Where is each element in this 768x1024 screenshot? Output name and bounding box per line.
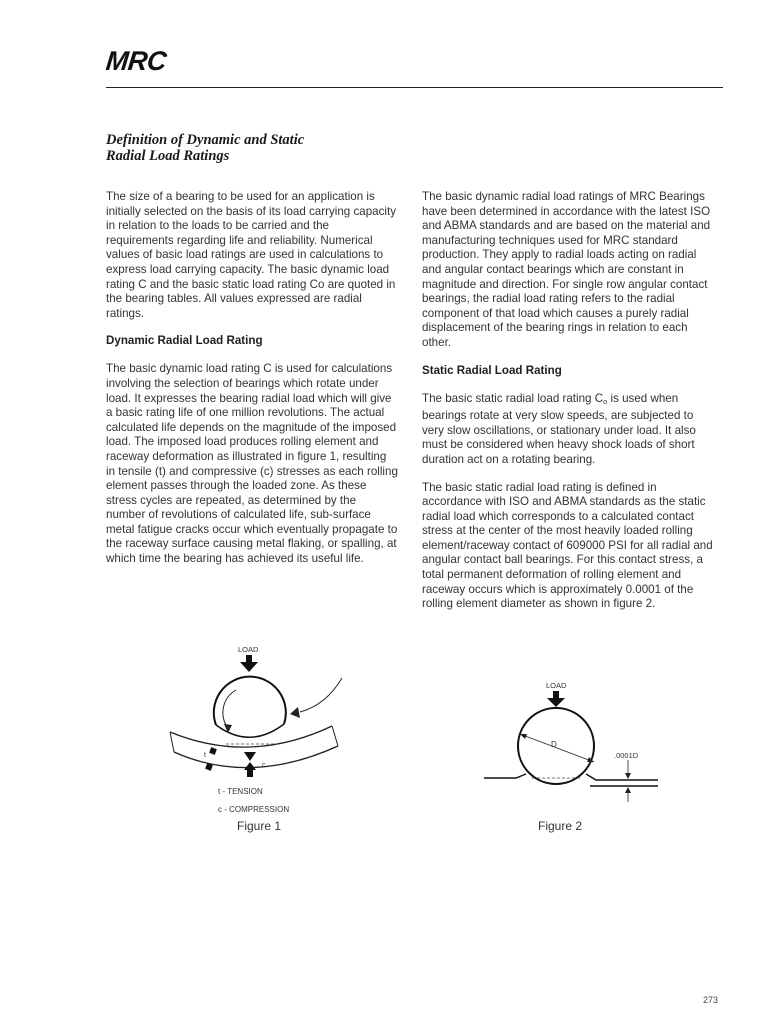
static-rating-text-a: The basic static radial load rating C: [422, 391, 604, 405]
figure-2-caption: Figure 2: [538, 819, 583, 833]
fig2-deformation-label: .0001D: [614, 751, 639, 760]
section-title-line1: Definition of Dynamic and Static: [106, 132, 305, 148]
static-rating-paragraph: [422, 392, 714, 468]
dynamic-rating-paragraph: The basic dynamic load rating C is used for calculations involving the selection of bearings which rotate under load. It expresses the bearing radial load which will give a basic rating life of one million revolutions. The actual calculated life depends on the magnitude of the imposed load. The imposed load produces rolling element and raceway deformation as illustrated in figure 1, resulting in tensile (t) and compressive (c) stresses as each rolling element passes through the loaded zone. As these stress cycles are repeated, as determined by the number of revolutions of calculated life, sub-surface metal fatigue cracks occur which eventually propagate to the raceway surface causing metal flaking, or spalling, at which time the bearing has achieved its useful life.: [106, 362, 398, 566]
mrc-logo: MRC: [104, 46, 168, 76]
fig1-tension-marker-1: [209, 747, 217, 755]
fig1-raceway-end-left: [170, 732, 174, 752]
section-title-line2: Radial Load Ratings: [106, 148, 230, 164]
fig1-compression-arrow-shaft: [247, 769, 253, 777]
subscript-o: o: [603, 396, 608, 406]
fig2-load-arrow-head: [547, 698, 565, 707]
static-definition-paragraph: The basic static radial load rating is defined in accordance with ISO and ABMA standards as the static radial load which corresponds to a calculated contact stress at the center of the most heavily loaded rolling element/raceway contact of 609000 PSI for all radial and angular contact ball bearings. For this contact stress, a total permanent deformation of rolling element and raceway occurs which is approximately 0.0001 of the rolling element diameter as shown in figure 2.: [422, 480, 713, 611]
fig1-c-label: c: [262, 762, 266, 769]
fig1-raceway-end-right: [332, 726, 338, 746]
fig1-external-arc: [300, 678, 342, 712]
fig1-load-label: LOAD: [238, 645, 259, 654]
fig1-legend-compression: c - COMPRESSION: [218, 805, 290, 814]
fig2-load-label: LOAD: [546, 681, 567, 690]
fig1-external-arrow-head: [290, 707, 300, 718]
fig1-load-arrow-head: [240, 662, 258, 672]
fig1-load-arrow-shaft: [246, 655, 252, 663]
figure-2-diagram: [480, 676, 660, 806]
figure-1-caption: Figure 1: [237, 819, 282, 833]
fig2-dim-arrow-top-head: [625, 773, 631, 779]
fig2-raceway-left: [484, 774, 526, 778]
static-rating-heading: Static Radial Load Rating: [422, 363, 562, 377]
fig1-raceway-bottom: [174, 746, 338, 768]
section-title: [106, 132, 406, 164]
fig1-t-label: t: [204, 752, 206, 759]
left-column: [106, 190, 398, 580]
fig1-legend-tension: t - TENSION: [218, 787, 263, 796]
page-number: 273: [703, 995, 719, 1005]
fig2-raceway-right: [586, 774, 658, 780]
figure-1-diagram: [166, 640, 346, 820]
right-column: [422, 190, 714, 625]
fig1-compression-arrow-down: [244, 752, 256, 761]
header-rule: [106, 87, 723, 88]
fig2-dim-arrow-bottom-head: [625, 787, 631, 793]
fig1-rolling-ball: [214, 677, 286, 725]
dynamic-ratings-mrc-paragraph: The basic dynamic radial load ratings of MRC Bearings have been determined in accordance with the latest ISO and ABMA standards and are based on the material and manufacturing techniques used for MRC standard production. They apply to radial loads acting on radial and angular contact bearings which are constant in magnitude and direction. For single row angular contact bearings, the radial load rating refers to the radial component of that load which causes a purely radial displacement of the bearing rings in relation to each other.: [422, 190, 711, 349]
static-rating-text-b: is used when bearings rotate at very slow speeds, are subjected to very slow oscillations, or stationary under load. It also must be considered when heavy shock loads of short duration act on a rotating bearing.: [422, 391, 696, 466]
fig2-d-label: D: [551, 740, 557, 749]
fig1-compression-arrow-up: [244, 762, 256, 770]
fig2-load-arrow-shaft: [553, 691, 559, 699]
intro-paragraph: The size of a bearing to be used for an application is initially selected on the basis of its load carrying capacity in relation to the loads to be carried and the requirements regarding life and reliability. Numerical values of basic load ratings are used in calculations to express load carrying capacity. The basic dynamic load rating C and the basic static load rating Co are quoted in the bearing tables. All values expressed are radial ratings.: [106, 190, 396, 320]
dynamic-rating-heading: Dynamic Radial Load Rating: [106, 334, 263, 348]
